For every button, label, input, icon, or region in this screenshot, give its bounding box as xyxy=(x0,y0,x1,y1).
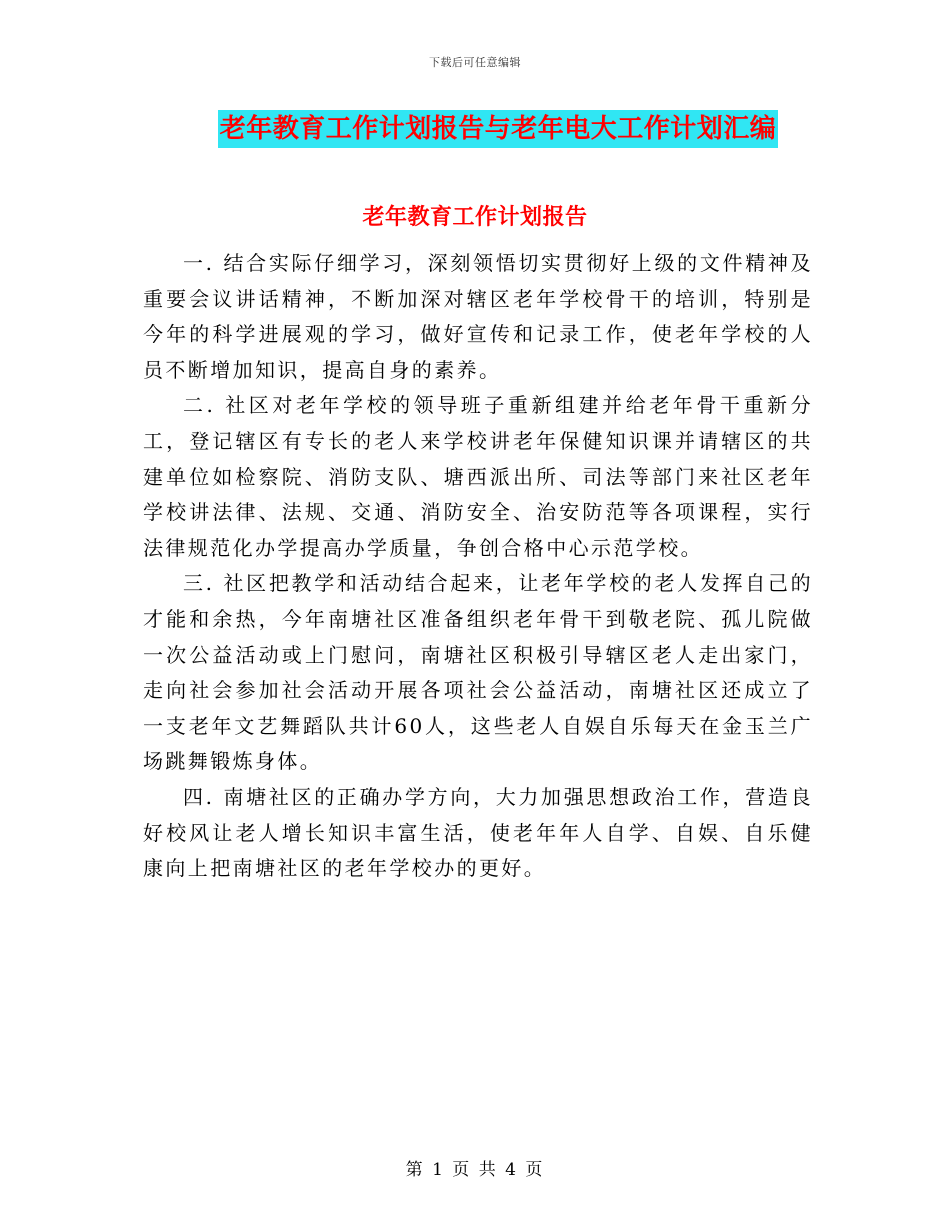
section-title: 老年教育工作计划报告 xyxy=(362,204,588,230)
paragraph-4: 四. 南塘社区的正确办学方向，大力加强思想政治工作，营造良好校风让老人增长知识丰富生活，使老年年人自学、自娱、自乐健康向上把南塘社区的老年学校办的更好。 xyxy=(143,784,813,881)
header-note: 下载后可任意编辑 xyxy=(429,56,521,69)
paragraph-3: 三. 社区把教学和活动结合起来，让老年学校的老人发挥自己的才能和余热，今年南塘社区准备组织老年骨干到敬老院、孤儿院做一次公益活动或上门慰问，南塘社区积极引导辖区老人走出家门，走向社会参加社会活动开展各项社会公益活动，南塘社区还成立了一支老年文艺舞蹈队共计60人，这些老人自娱自乐每天在金玉兰广场跳舞锻炼身体。 xyxy=(143,571,813,774)
page-number-footer: 第 1 页 共 4 页 xyxy=(405,1160,545,1180)
document-title: 老年教育工作计划报告与老年电大工作计划汇编 xyxy=(218,110,779,148)
main-title-container xyxy=(0,110,950,148)
paragraph-2: 二. 社区对老年学校的领导班子重新组建并给老年骨干重新分工，登记辖区有专长的老人来学校讲老年保健知识课并请辖区的共建单位如检察院、消防支队、塘西派出所、司法等部门来社区老年学校讲法律、法规、交通、消防安全、治安防范等各项课程，实行法律规范化办学提高办学质量，争创合格中心示范学校。 xyxy=(143,393,813,560)
document-body xyxy=(143,246,813,887)
paragraph-1: 一. 结合实际仔细学习，深刻领悟切实贯彻好上级的文件精神及重要会议讲话精神，不断加深对辖区老年学校骨干的培训，特别是今年的科学进展观的学习，做好宣传和记录工作，使老年学校的人员不断增加知识，提高自身的素养。 xyxy=(143,251,813,382)
